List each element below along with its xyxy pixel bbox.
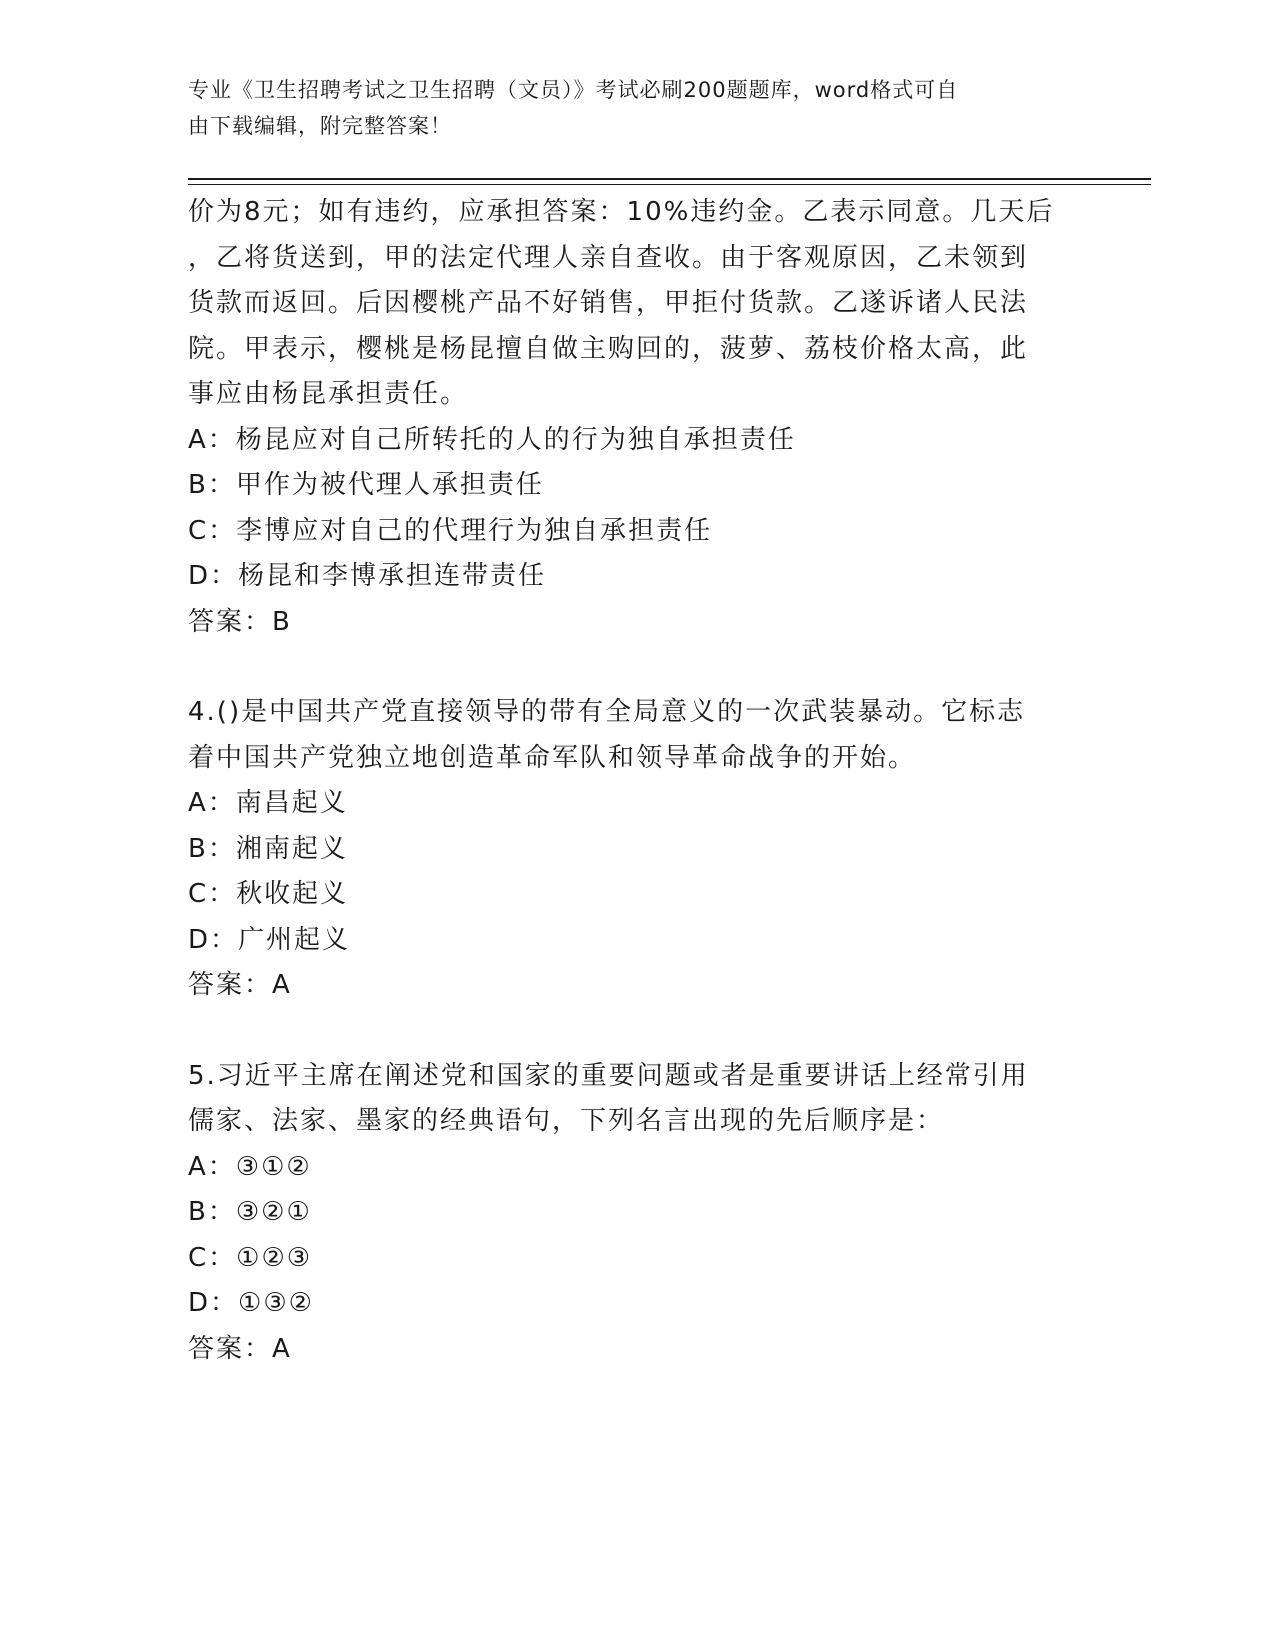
question-4 [188, 690, 1068, 1009]
question-3-answer: 答案：B [188, 606, 292, 637]
question-3-line: 院。甲表示，樱桃是杨昆擅自做主购回的，菠萝、荔枝价格太高，此 [188, 333, 1029, 364]
question-4-line: 着中国共产党独立地创造革命军队和领导革命战争的开始。 [188, 742, 917, 773]
question-5-option-a: A：③①② [188, 1151, 312, 1182]
question-5-line: 儒家、法家、墨家的经典语句，下列名言出现的先后顺序是： [188, 1106, 945, 1136]
question-3-line: ，乙将货送到，甲的法定代理人亲自查收。由于客观原因，乙未领到 [188, 242, 1029, 273]
header-rule-thin [188, 184, 1151, 185]
spacer [188, 645, 1068, 690]
header-rule-thick [188, 178, 1151, 180]
question-content [188, 190, 1068, 1372]
question-4-line: 4.()是中国共产党直接领导的带有全局意义的一次武装暴动。它标志 [188, 697, 1026, 727]
question-5-option-d: D：①③② [188, 1288, 314, 1318]
question-5-answer: 答案：A [188, 1333, 292, 1364]
question-4-option-b: B：湘南起义 [188, 833, 348, 864]
question-3-line: 货款而返回。后因樱桃产品不好销售，甲拒付货款。乙遂诉诸人民法 [188, 288, 1029, 318]
spacer [188, 1009, 1068, 1054]
question-5-line: 5.习近平主席在阐述党和国家的重要问题或者是重要讲话上经常引用 [188, 1060, 1029, 1091]
question-3-option-d: D：杨昆和李博承担连带责任 [188, 561, 547, 591]
question-4-option-a: A：南昌起义 [188, 788, 348, 818]
question-3-option-a: A：杨昆应对自己所转托的人的行为独自承担责任 [188, 424, 796, 455]
question-5-option-b: B：③②① [188, 1197, 312, 1227]
question-4-option-c: C：秋收起义 [188, 879, 349, 909]
question-4-option-d: D：广州起义 [188, 924, 351, 955]
header-line-2: 由下载编辑，附完整答案！ [188, 114, 452, 138]
header-line-1: 专业《卫生招聘考试之卫生招聘（文员）》考试必刷200题题库，word格式可自 [188, 78, 959, 102]
question-3-option-b: B：甲作为被代理人承担责任 [188, 470, 544, 500]
question-3-line: 事应由杨昆承担责任。 [188, 379, 469, 409]
question-3-line: 价为8元；如有违约，应承担答案：10%违约金。乙表示同意。几天后 [188, 197, 1055, 227]
question-4-answer: 答案：A [188, 970, 292, 1000]
document-header [188, 72, 1068, 144]
question-5-option-c: C：①②③ [188, 1242, 313, 1273]
question-5 [188, 1054, 1068, 1373]
question-3-option-c: C：李博应对自己的代理行为独自承担责任 [188, 515, 713, 546]
question-3 [188, 190, 1068, 645]
